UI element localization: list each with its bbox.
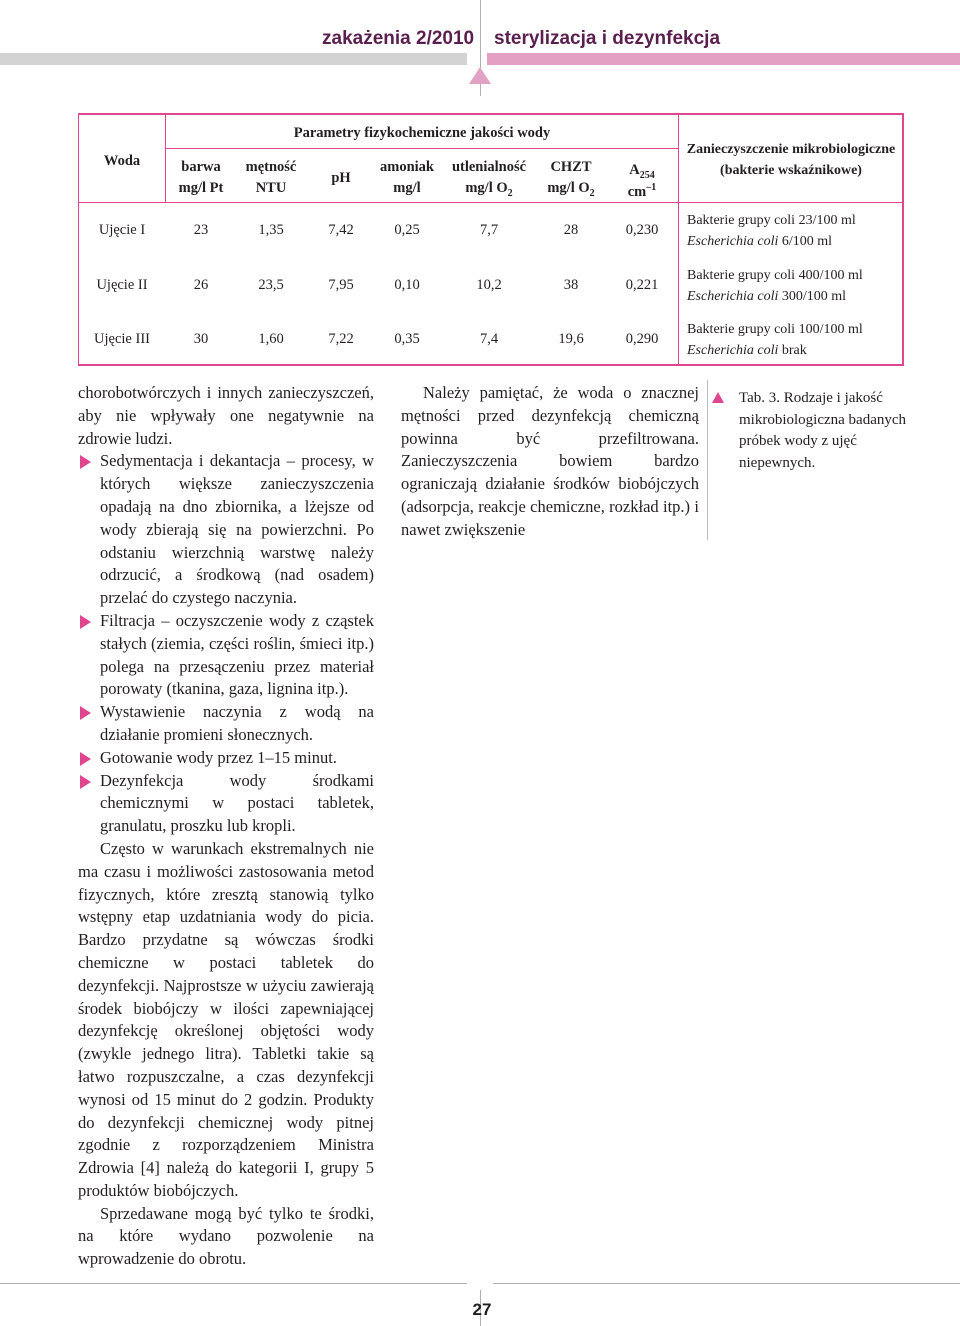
table-cell: 10,2 <box>476 277 502 293</box>
header-turbidity: mętność <box>245 159 297 175</box>
paragraph-body: Często w warunkach ekstremalnych nie ma czasu i możliwości zastosowania metod fizycznych, które zresztą stanowią tylko wstępny etap uzdatniania wody do picia. Bardzo przydatne są wówczas środki chemiczne w postaci tabletek do dezynfekcji. Najprostsze w użyciu zawierają środek biobójczy w ilości zapewniającej dezynfekcję określonej objętości wody (zwykle jednego litra). Tabletki takie są łatwo rozpuszczalne, a czas dezynfekcji wynosi od 15 minut do 2 godzin. Produkty do dezynfekcji chemicznej wody pitnej zgodnie z rozporządzeniem Ministra Zdrowia [4] należą do kategorii I, grupy 5 produktów biobójczych. <box>78 838 374 1200</box>
header-turbidity-unit: NTU <box>255 180 287 196</box>
header-band-pink <box>487 53 960 65</box>
water-quality-table <box>78 113 904 366</box>
table-cell: 0,10 <box>394 277 420 293</box>
header-ammonia-unit: mg/l <box>393 180 421 196</box>
table-cell: 7,4 <box>479 331 499 347</box>
bacteria-coli: Bakterie grupy coli 400/100 ml <box>687 268 863 283</box>
row-name: Ujęcie I <box>98 222 146 238</box>
table-cell: 19,6 <box>558 331 584 347</box>
table-cell: 30 <box>193 331 209 347</box>
section-title: sterylizacja i dezynfekcja <box>494 28 721 49</box>
text-column-middle <box>401 382 699 542</box>
header-color: barwa <box>181 159 221 175</box>
table-cell: 26 <box>193 277 209 293</box>
escherichia-coli: Escherichia coli brak <box>687 343 807 358</box>
table-cell: 7,95 <box>328 277 354 293</box>
table-divider <box>678 115 679 364</box>
table-cell: 0,221 <box>625 277 659 293</box>
escherichia-coli: Escherichia coli 6/100 ml <box>687 234 833 249</box>
table-cell: 0,25 <box>394 222 420 238</box>
escherichia-coli: Escherichia coli 300/100 ml <box>687 289 847 304</box>
header-oxidability-unit: mg/l $O_2$ <box>465 180 513 199</box>
header-ammonia: amoniak <box>380 159 434 175</box>
header-absorbance: $A_{254}$ <box>629 162 655 181</box>
header-indicator-bacteria: (bakterie wskaźnikowe) <box>720 163 862 178</box>
table-cell: 0,35 <box>394 331 420 347</box>
table-cell: 38 <box>563 277 579 293</box>
header-triangle-icon <box>469 67 491 84</box>
header-oxidability: utlenialność <box>451 159 527 175</box>
list-item: Gotowanie wody przez 1–15 minut. <box>78 747 374 770</box>
table-cell: 0,290 <box>625 331 659 347</box>
table-cell: 7,22 <box>328 331 354 347</box>
table-cell: 7,42 <box>328 222 354 238</box>
row-name: Ujęcie II <box>96 277 148 293</box>
header-band-gray <box>0 53 467 65</box>
arrow-bullet-icon <box>80 775 91 789</box>
row-name: Ujęcie III <box>94 331 150 347</box>
text-column-left <box>78 382 374 1271</box>
arrow-bullet-icon <box>80 706 91 720</box>
table-caption: Tab. 3. Rodzaje i jakość mikrobiologiczna badanych próbek wody z ujęć niepewnych. <box>739 390 907 471</box>
list-item: Sedymentacja i dekantacja – procesy, w których większe zanieczyszczenia opadają na dno zbiornika, a lżejsze od wody zbierają się na powierzchni. Po odstaniu wierzchnią warstwę należy odrzucić, a środkową (nad osadem) przelać do czystego naczynia. <box>78 450 374 610</box>
bacteria-coli: Bakterie grupy coli 23/100 ml <box>687 213 856 228</box>
footer-rule <box>493 1283 960 1284</box>
header-cod: CHZT <box>550 159 592 175</box>
table-cell: 23,5 <box>258 277 284 293</box>
header-color-unit: mg/l Pt <box>178 180 224 196</box>
footer-rule <box>0 1283 467 1284</box>
list-item: Dezynfekcja wody środkami chemicznymi w postaci tabletek, granulatu, proszku lub kropli. <box>78 770 374 838</box>
header-cod-unit: mg/l $O_2$ <box>547 180 595 199</box>
table-cell: 7,7 <box>479 222 499 238</box>
table-divider <box>165 115 166 202</box>
paragraph-intro: chorobotwórczych i innych zanieczyszczeń, aby nie wpływały one negatywnie na zdrowie ludzi. <box>78 383 374 448</box>
header-physicochemical: Parametry fizykochemiczne jakości wody <box>293 125 551 141</box>
header-water: Woda <box>103 153 141 169</box>
caption-divider <box>707 380 708 540</box>
list-item: Filtracja – oczyszczenie wody z cząstek stałych (ziemia, części roślin, śmieci itp.) polega na przesączeniu przez materiał porowaty (tkanina, gaza, lignina itp.). <box>78 610 374 701</box>
table-cell: 1,35 <box>258 222 284 238</box>
table-cell: 1,60 <box>258 331 284 347</box>
table-cell: 28 <box>563 222 579 238</box>
list-item: Wystawienie naczynia z wodą na działanie promieni słonecznych. <box>78 701 374 747</box>
bacteria-coli: Bakterie grupy coli 100/100 ml <box>687 322 863 337</box>
header-absorbance-unit: $cm^{-1}$ <box>627 182 657 200</box>
journal-title: zakażenia 2/2010 <box>322 28 475 49</box>
table-cell: 0,230 <box>625 222 659 238</box>
header-ph: pH <box>331 170 351 186</box>
table-cell: 23 <box>193 222 209 238</box>
page-number: 27 <box>472 1300 492 1319</box>
header-microbiological: Zanieczyszczenie mikrobiologiczne <box>686 142 896 157</box>
arrow-bullet-icon <box>80 752 91 766</box>
table-divider <box>165 148 678 149</box>
arrow-bullet-icon <box>80 455 91 469</box>
arrow-bullet-icon <box>80 615 91 629</box>
paragraph-body: Należy pamiętać, że woda o znacznej mętności przed dezynfekcją chemiczną powinna być przefiltrowana. Zanieczyszczenia bowiem bardzo ograniczają działanie środków biobójczych (adsorpcja, reakcje chemiczne, rozkład itp.) i nawet zwiększenie <box>401 383 699 539</box>
paragraph-body: Sprzedawane mogą być tylko te środki, na które wydano pozwolenie na wprowadzenie do obrotu. <box>78 1203 374 1269</box>
